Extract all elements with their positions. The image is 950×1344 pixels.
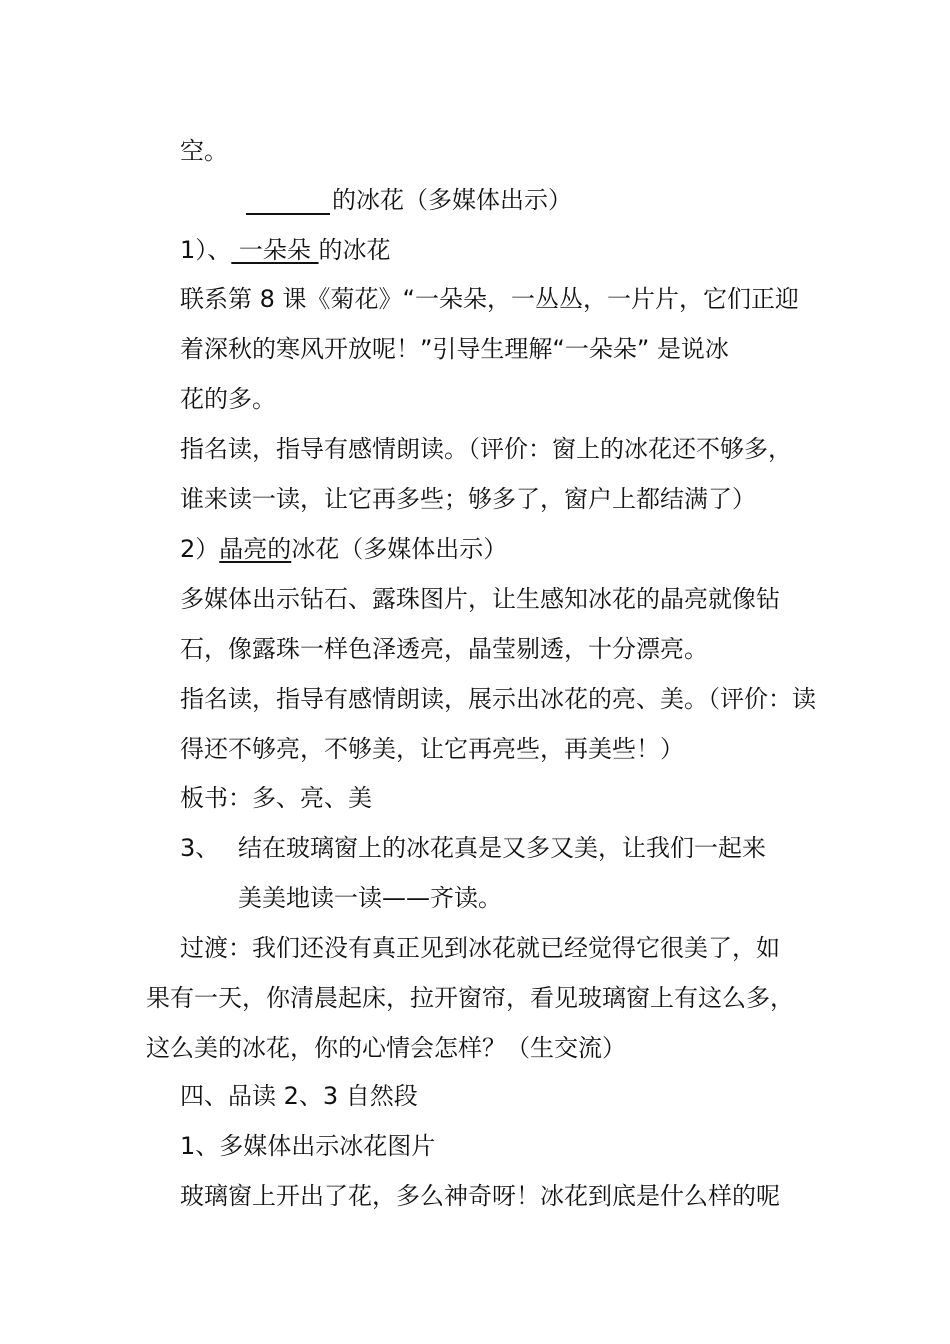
text-line: 着深秋的寒风开放呢！”引导生理解“一朵朵” 是说冰: [180, 335, 729, 363]
subheading-1: [180, 235, 391, 265]
section-heading: 四、品读 2、3 自然段: [180, 1082, 418, 1110]
text-line: 指名读，指导有感情朗读，展示出冰花的亮、美。（评价：读: [180, 685, 816, 713]
text-line: 结在玻璃窗上的冰花真是又多又美，让我们一起来: [238, 834, 766, 862]
text-line: 美美地读一读——齐读。: [238, 884, 502, 912]
text-line: 指名读，指导有感情朗读。（评价：窗上的冰花还不够多，: [180, 435, 792, 463]
text-line: 空。: [180, 137, 228, 165]
fill-in-heading: [246, 185, 572, 215]
text-line: 玻璃窗上开出了花，多么神奇呀！冰花到底是什么样的呢: [180, 1182, 780, 1210]
item-number: 2）: [180, 535, 220, 563]
text-line: 得还不够亮，不够美，让它再亮些，再美些！）: [180, 735, 684, 763]
item-number: 1）、: [180, 236, 232, 264]
heading-text: 的冰花（多媒体出示）: [332, 186, 572, 214]
underlined-phrase: 晶亮的: [219, 535, 292, 563]
board-notes: 板书：多、亮、美: [180, 784, 372, 812]
heading-text: 冰花（多媒体出示）: [291, 535, 508, 563]
subheading-3: 1、多媒体出示冰花图片: [180, 1132, 436, 1160]
text-line: 石，像露珠一样色泽透亮，晶莹剔透，十分漂亮。: [180, 635, 708, 663]
text-line: 过渡：我们还没有真正见到冰花就已经觉得它很美了，如: [180, 934, 780, 962]
text-line: 这么美的冰花，你的心情会怎样？（生交流）: [146, 1034, 626, 1062]
text-line: 果有一天，你清晨起床，拉开窗帘，看见玻璃窗上有这么多，: [146, 984, 794, 1012]
text-line: 多媒体出示钻石、露珠图片，让生感知冰花的晶亮就像钻: [180, 585, 780, 613]
text-line: 联系第 8 课《菊花》“一朵朵，一丛丛，一片片，它们正迎: [180, 285, 799, 313]
heading-text: 的冰花: [318, 236, 391, 264]
subheading-2: [180, 534, 507, 564]
text-line: 谁来读一读，让它再多些；够多了，窗户上都结满了）: [180, 485, 756, 513]
blank-underline: [246, 187, 330, 215]
underlined-phrase: 一朵朵: [231, 236, 319, 264]
text-line: 花的多。: [180, 385, 276, 413]
list-number: 3、: [180, 834, 220, 862]
